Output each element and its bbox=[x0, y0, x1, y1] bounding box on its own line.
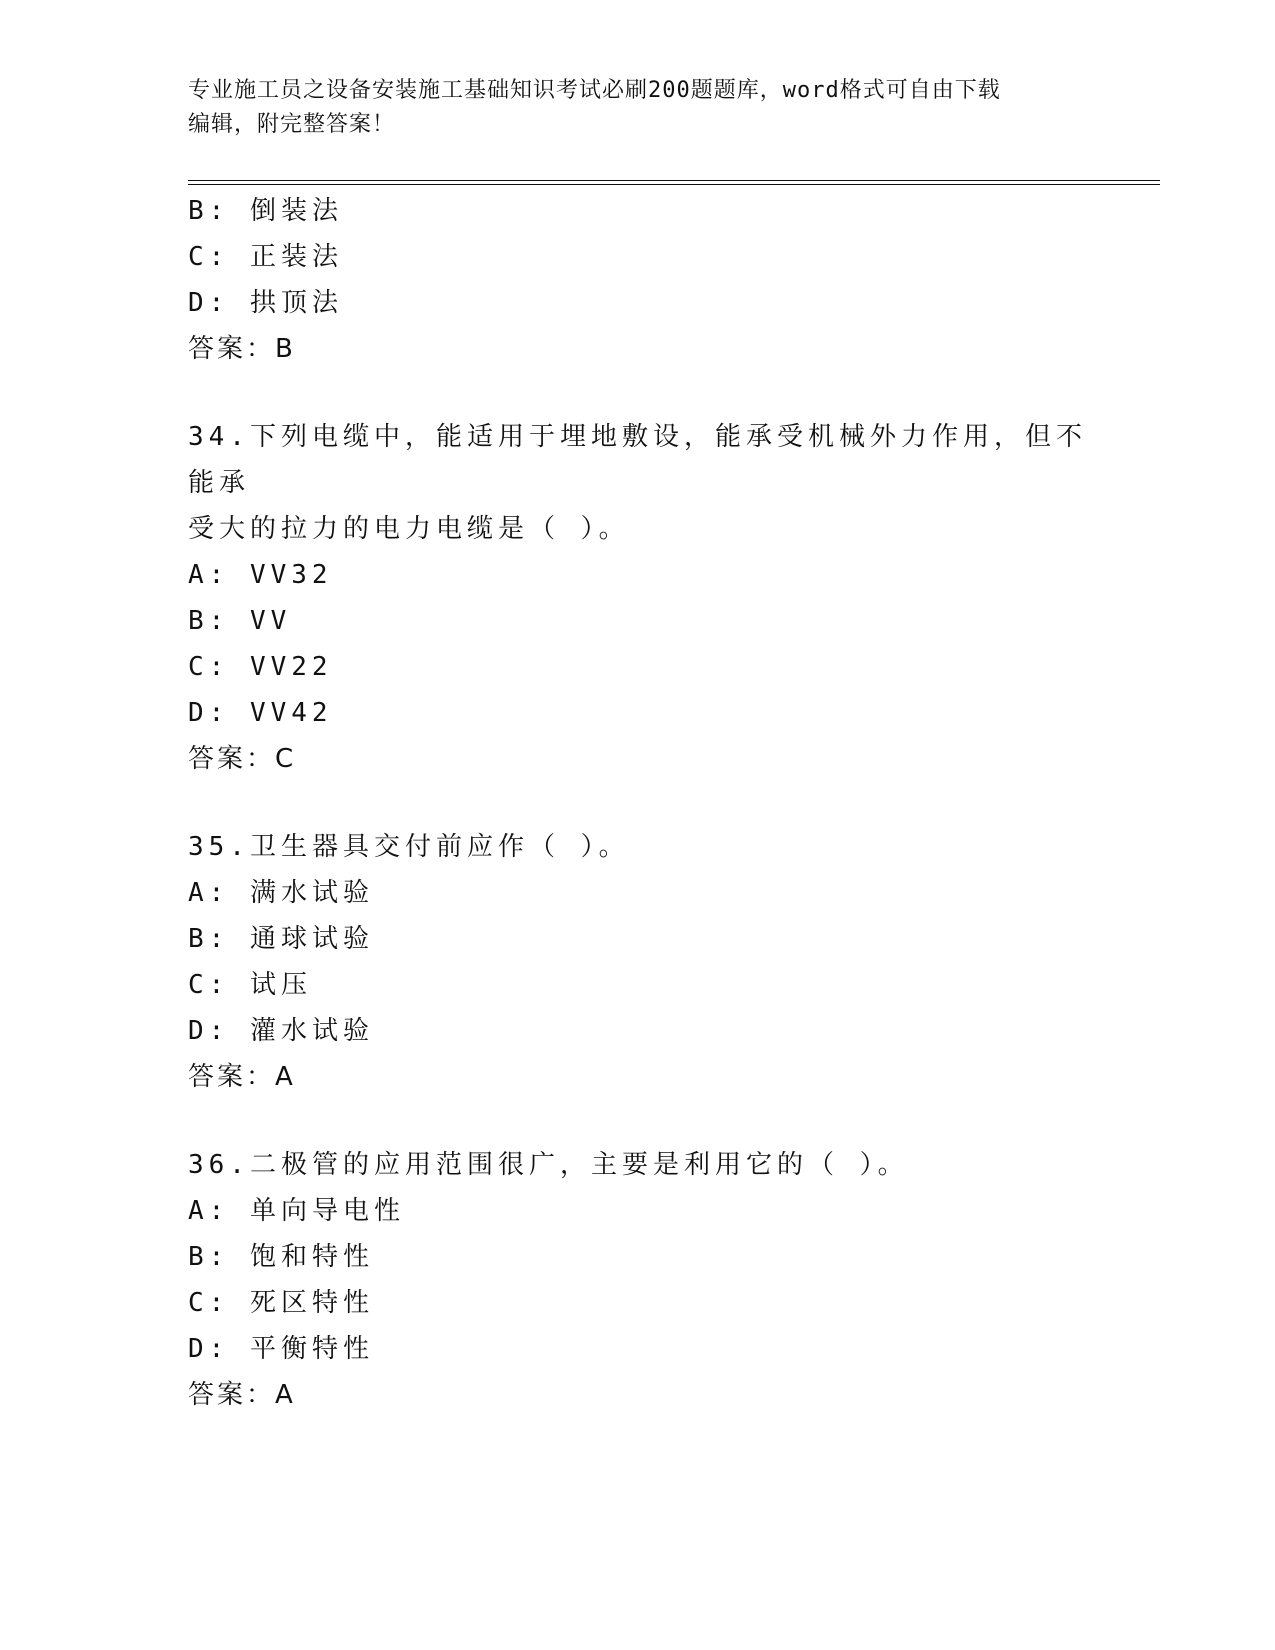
question-text-line-2: 受大的拉力的电力电缆是（ ）。 bbox=[188, 514, 630, 544]
header-line-2: 编辑，附完整答案！ bbox=[188, 112, 396, 137]
spacer bbox=[188, 372, 1088, 414]
question-text-line-1: 35.卫生器具交付前应作（ ）。 bbox=[188, 832, 630, 862]
option-a: A: 满水试验 bbox=[188, 878, 374, 908]
header-divider-top bbox=[188, 180, 1160, 181]
option-a: A: VV32 bbox=[188, 560, 333, 590]
option-d: D: 平衡特性 bbox=[188, 1334, 374, 1364]
spacer bbox=[188, 782, 1088, 824]
question-35 bbox=[188, 824, 1088, 1100]
answer-line: 答案：C bbox=[188, 744, 297, 774]
header-line-1: 专业施工员之设备安装施工基础知识考试必刷200题题库，word格式可自由下载 bbox=[188, 78, 1001, 103]
question-34 bbox=[188, 414, 1088, 782]
header-divider-bottom bbox=[188, 184, 1160, 185]
question-text-line-1: 34.下列电缆中，能适用于埋地敷设，能承受机械外力作用，但不能承 bbox=[188, 422, 1087, 498]
answer-line: 答案：A bbox=[188, 1062, 296, 1092]
option-b: B: VV bbox=[188, 606, 292, 636]
option-c: C: VV22 bbox=[188, 652, 333, 682]
option-c: C: 正装法 bbox=[188, 242, 343, 272]
spacer bbox=[188, 1100, 1088, 1142]
option-c: C: 试压 bbox=[188, 970, 312, 1000]
option-d: D: 灌水试验 bbox=[188, 1016, 374, 1046]
option-c: C: 死区特性 bbox=[188, 1288, 374, 1318]
option-d: D: 拱顶法 bbox=[188, 288, 343, 318]
option-b: B: 倒装法 bbox=[188, 196, 343, 226]
question-text-line-1: 36.二极管的应用范围很广，主要是利用它的（ ）。 bbox=[188, 1150, 909, 1180]
question-fragment bbox=[188, 188, 1088, 372]
answer-line: 答案：A bbox=[188, 1380, 296, 1410]
option-a: A: 单向导电性 bbox=[188, 1196, 405, 1226]
document-header bbox=[188, 74, 1088, 142]
option-b: B: 通球试验 bbox=[188, 924, 374, 954]
answer-line: 答案：B bbox=[188, 334, 296, 364]
document-body bbox=[188, 188, 1088, 1418]
option-d: D: VV42 bbox=[188, 698, 333, 728]
option-b: B: 饱和特性 bbox=[188, 1242, 374, 1272]
question-36 bbox=[188, 1142, 1088, 1418]
